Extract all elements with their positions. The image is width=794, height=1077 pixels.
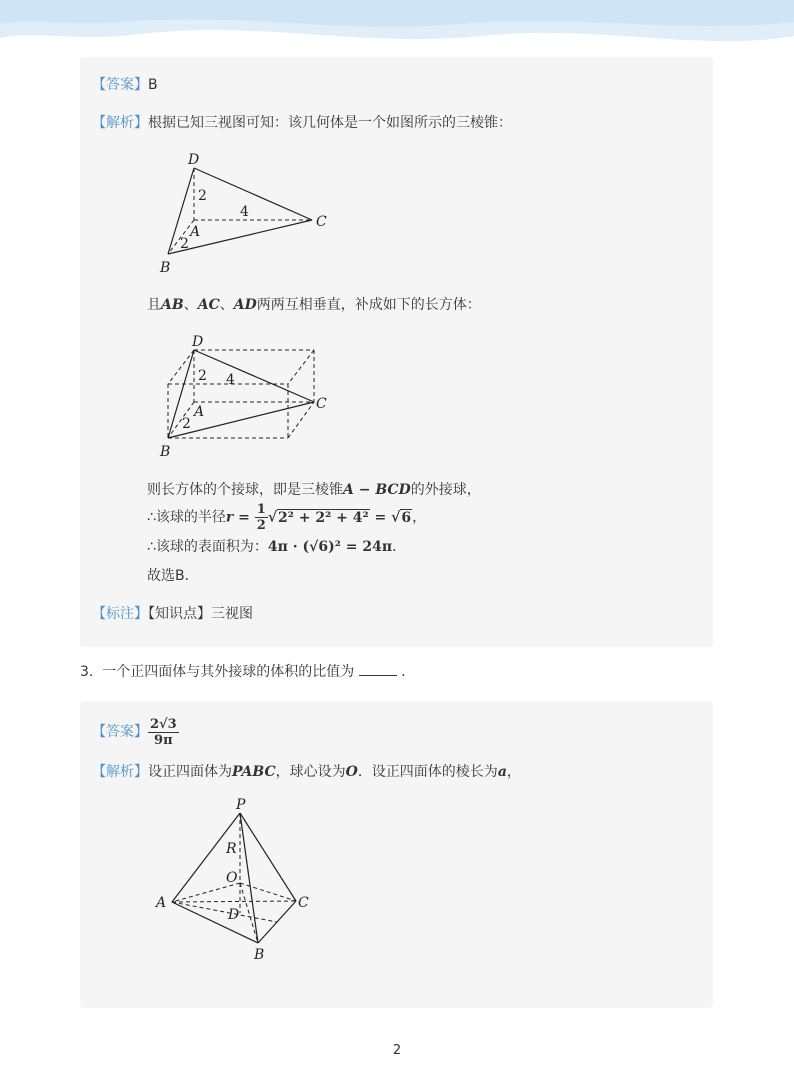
surface-area-formula: 4π · (√6)² = 24π bbox=[267, 539, 393, 555]
page-number: 2 bbox=[392, 1043, 402, 1058]
q2-step-4 bbox=[147, 537, 406, 557]
radicand: 2² + 2² + 4² bbox=[278, 509, 369, 526]
segment-ab: AB bbox=[161, 297, 184, 313]
answer-denominator: 9π bbox=[154, 732, 173, 748]
fig3-label-r: R bbox=[226, 841, 237, 857]
q2-step-5: 故选B． bbox=[147, 568, 199, 584]
q3-question-end: ． bbox=[401, 664, 416, 680]
fig3-label-c: C bbox=[298, 895, 309, 911]
denominator: 2 bbox=[256, 518, 266, 533]
step2-suffix: 的外接球， bbox=[410, 482, 481, 498]
sphere-center-symbol: O bbox=[345, 764, 358, 780]
q2-answer-value: B bbox=[148, 77, 158, 93]
fig1-label-d: D bbox=[188, 152, 200, 168]
q2-step-1 bbox=[147, 295, 481, 315]
separator: 、 bbox=[183, 297, 198, 313]
fig2-label-b: B bbox=[160, 444, 171, 460]
answer-tag: 【答案】 bbox=[92, 77, 148, 93]
q3-analysis-text: 设正四面体为 bbox=[148, 764, 232, 780]
q2-step-2 bbox=[147, 480, 481, 500]
q3-analysis-text: ．设正四面体的棱长为 bbox=[357, 764, 498, 780]
fig2-edge-label-2b: 2 bbox=[182, 416, 191, 432]
q2-analysis-intro bbox=[92, 113, 512, 133]
equals: = bbox=[369, 509, 392, 526]
q3-answer-blank bbox=[359, 663, 397, 676]
fig1-label-b: B bbox=[160, 260, 171, 276]
fig3-label-o: O bbox=[226, 870, 238, 886]
answer-numerator: 2√3 bbox=[150, 716, 177, 732]
fig1-edge-label-2b: 2 bbox=[180, 236, 189, 252]
q2-answer-line bbox=[92, 75, 158, 95]
q3-analysis-text: ， bbox=[506, 764, 521, 780]
tetrahedron-figure bbox=[150, 148, 340, 280]
header-wave-decoration bbox=[0, 0, 794, 60]
q3-question-text: 一个正四面体与其外接球的体积的比值为 bbox=[102, 664, 355, 680]
q3-answer-line bbox=[92, 714, 179, 750]
radius-symbol: r bbox=[225, 509, 234, 526]
fig3-label-d: D bbox=[228, 907, 240, 923]
step1-prefix: 且 bbox=[147, 297, 161, 313]
fig2-label-a: A bbox=[194, 404, 205, 420]
q2-note-line bbox=[92, 604, 253, 624]
fig1-edge-label-4: 4 bbox=[240, 204, 249, 220]
fig1-edge-label-2a: 2 bbox=[198, 188, 207, 204]
segment-ac: AC bbox=[197, 297, 220, 313]
q2-analysis-text: 根据已知三视图可知：该几何体是一个如图所示的三棱锥： bbox=[148, 115, 512, 131]
step1-suffix: 两两互相垂直，补成如下的长方体： bbox=[256, 297, 481, 313]
regular-tetrahedron-figure bbox=[150, 795, 320, 965]
half-fraction bbox=[255, 502, 268, 533]
fig2-edge-label-2a: 2 bbox=[198, 368, 207, 384]
q3-analysis-text: ，球心设为 bbox=[275, 764, 346, 780]
separator: 、 bbox=[219, 297, 234, 313]
q3-question bbox=[80, 662, 415, 682]
fig1-label-c: C bbox=[316, 214, 327, 230]
fig2-label-d: D bbox=[192, 334, 204, 350]
q2-note-text: 【知识点】三视图 bbox=[148, 606, 253, 622]
q3-analysis-line bbox=[92, 762, 521, 782]
fig3-label-a: A bbox=[156, 895, 167, 911]
sqrt-sign: √ bbox=[391, 509, 401, 526]
cuboid-figure bbox=[150, 332, 340, 462]
pyramid-name: A − BCD bbox=[343, 482, 411, 498]
q3-answer-fraction bbox=[148, 717, 179, 748]
numerator: 1 bbox=[256, 502, 266, 517]
tetrahedron-name: PABC bbox=[232, 764, 276, 780]
analysis-tag: 【解析】 bbox=[92, 764, 148, 780]
fig3-label-b: B bbox=[254, 947, 265, 963]
equals: = bbox=[233, 509, 255, 526]
fig2-label-c: C bbox=[316, 396, 327, 412]
segment-ad: AD bbox=[233, 297, 257, 313]
note-tag: 【标注】 bbox=[92, 606, 148, 622]
fig2-edge-label-4: 4 bbox=[226, 372, 235, 388]
sqrt-sign: √ bbox=[267, 509, 278, 526]
fig3-label-p: P bbox=[236, 797, 246, 813]
edge-length-symbol: a bbox=[497, 764, 507, 780]
answer-tag: 【答案】 bbox=[92, 724, 148, 740]
q3-number: 3. bbox=[80, 664, 94, 680]
analysis-tag: 【解析】 bbox=[92, 115, 148, 131]
step4-suffix: ． bbox=[392, 539, 407, 555]
fig1-label-a: A bbox=[190, 224, 201, 240]
step4-prefix: ∴该球的表面积为： bbox=[147, 539, 268, 555]
step3-suffix: ， bbox=[412, 509, 427, 526]
q2-step-3 bbox=[147, 502, 426, 533]
step2-prefix: 则长方体的个接球，即是三棱锥 bbox=[147, 482, 343, 498]
step3-prefix: ∴该球的半径 bbox=[147, 509, 226, 526]
radicand-result: 6 bbox=[401, 509, 412, 526]
